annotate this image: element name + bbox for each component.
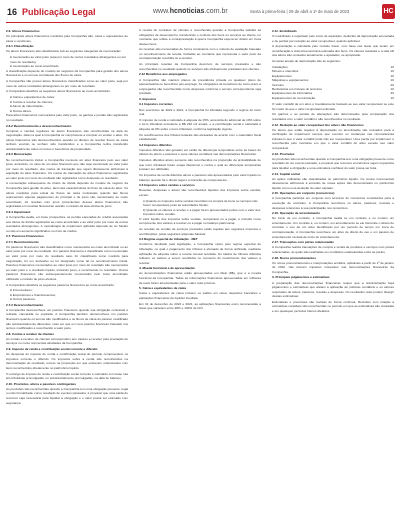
page-header: [0, 0, 400, 24]
table-cell-label: Instalações: [272, 64, 288, 69]
table-cell-value: 10: [390, 69, 394, 74]
paragraph: A Companhia classifica os seguintes passivos financeiros ao custo amortizado:: [6, 282, 115, 287]
paragraph: Os ganhos e as perdas de alienações são determinados pela comparação dos resultados com o valor contábil e são reconhecidos no resultado.: [272, 112, 394, 121]
table-cell-label: Equipamentos de comunicação: [272, 95, 316, 100]
section-heading: 3.4 Regime especial de tributação - RET: [139, 237, 198, 242]
paragraph: Os ativos financeiros são classificados sob as seguintes categorias de mensuração:: [6, 49, 122, 54]
section-heading: 2.6.1 Classificação: [6, 44, 34, 49]
list-item: ● mensurados ao valor justo (seja por meio de outros resultados abrangentes ou por meio do resultado),: [10, 55, 127, 64]
paragraph: O imposto de renda é calculado à alíquota de 15%, acrescida do adicional de 10% sobre o lucro tributável excedente a R$ 240 mil anuais, e a contribuição social é calculada à alíquota de 9% sobre o lucro tributável, conforme legislação vigente.: [139, 117, 261, 131]
section-heading: 3. Impostos: [139, 96, 157, 101]
list-item: ● mensurados ao custo amortizado.: [10, 64, 60, 69]
text-column-middle: [139, 28, 261, 522]
table-cell-label: Veículos: [272, 82, 284, 87]
paragraph: Em 31 de dezembro de 2022 e 2021, as aplicações financeiras eram remuneradas a taxas que variavam entre 90% e 102% do CDI.: [139, 301, 261, 311]
paragraph: A receita de contratos de clientes é reconhecida quando a Companhia satisfaz as obrigações de desempenho, transferindo o controle dos bens ou serviços ao cliente, no montante que reflete a contraprestação à qual a Companhia espera ter direito em troca desses bens.: [139, 28, 261, 46]
section-heading: 2.12 Benefícios aos empregados: [139, 72, 187, 77]
table-cell-value: 20: [390, 91, 394, 96]
paragraph: Os recolhimentos dos tributos federais são efetuados de acordo com o calendário fiscal estabelecido.: [139, 132, 261, 142]
section-heading: 2.9. Imposto de renda e contribuição social corrente e diferido: [6, 347, 98, 352]
table-cell-value: 10: [390, 64, 394, 69]
section-heading: 2.6.2 Reconhecimento e desreconhecimento: [6, 123, 72, 128]
paragraph: Os impostos de renda diferidos ativos e passivos são apresentados pelo valor líquido no balanço quando há o direito legal e a intenção de compensá-los.: [139, 173, 261, 182]
paragraph: O encargo de imposto de renda e contribuição social corrente é calculado com base nas leis tributárias promulgadas, ou substancialmente promulgadas, na data do balanço.: [6, 371, 128, 381]
section-heading: 3.1 Impostos correntes: [139, 102, 173, 107]
section-heading: 2.10. Provisões, ativos e passivos contingentes: [6, 381, 76, 386]
depreciation-rate-table: [272, 65, 394, 100]
table-cell-value: 10: [390, 78, 394, 83]
section-heading: 2.16. Operação de arrendamento: [272, 211, 320, 216]
table-cell-label: Móveis e utensílios: [272, 69, 299, 74]
table-cell-label: Máquinas e equipamentos: [272, 78, 309, 83]
section-heading: 2.7.2 Desreconhecimento: [6, 302, 44, 307]
paragraph: A Companhia não mantém planos de previdência privada ou qualquer plano de aposentadoria ou benefícios pós-emprego. As obrigações de benefícios de curto prazo a empregados são reconhecidas como despesas conforme o serviço correspondente seja prestado.: [139, 77, 261, 96]
paragraph: A mensuração subsequente de títulos de dívida depende do modelo de negócio da Companhia para gestão do ativo, além das características do fluxo de caixa do ativo. Os ativos mantidos para coleta de fluxos de caixa contratuais quando tais fluxos representam apenas pagamentos do principal e de juros são mensurados ao custo amortizado. As receitas com juros provenientes desses ativos financeiros são registradas em receitas financeiras usando o método da taxa efetiva de juros.: [6, 181, 128, 209]
paragraph: Impostos diferidos são gerados em razão de diferenças temporárias entre as bases de cálculo de ativos e passivos e seus valores contábeis nas demonstrações financeiras.: [139, 147, 261, 157]
paragraph: Nos exercícios de 2022 e 2021, a Companhia foi tributada segundo o regime do lucro real.: [139, 107, 261, 117]
section-heading: 2.15. Operações em conjunto (consórcios): [272, 191, 335, 196]
paragraph: A Companhia avalia, em base prospectiva, as perdas esperadas de crédito associadas aos títulos de dívida registrados ao custo amortizado e ao valor justo por meio de outros resultados abrangentes. A metodologia de impairment aplicada depende de ter havido ou não um aumento significativo no risco de crédito.: [6, 214, 128, 233]
table-row: [272, 96, 394, 100]
section-heading: 3.2 Impostos diferidos: [139, 142, 172, 147]
paragraph: As receitas de vendas de serviços prestados estão sujeitas aos seguintes impostos e contribuições, pelas seguintes alíquotas básicas:: [139, 227, 261, 236]
paragraph: As taxas anuais de depreciação são as seguintes:: [272, 59, 341, 64]
table-cell-value: 10: [390, 86, 394, 91]
paragraph: As receitas são mensuradas de forma consistente com o método de avaliação baseado no reconhecimento da receita, limitadas ao montante que representa o valor justo da contraprestação recebida ou a receber.: [139, 47, 261, 61]
list-item: ● Caixa e equivalentes de caixa;: [10, 95, 55, 100]
paragraph: A Companhia classifica os seguintes ativos financeiros ao custo amortizado:: [6, 89, 111, 94]
paragraph: A Companhia realiza transações de compra e venda de produtos e serviços com partes relacionadas, as quais são realizadas em condições estabelecidas entre as partes.: [272, 245, 394, 254]
paragraph: Impostos diferidos ativos somente são reconhecidos na proporção da probabilidade de que lucro tributável futuro esteja disponível e contra o qual as diferenças temporárias possam ser utilizadas.: [139, 158, 261, 172]
section-heading: 2.18. Novos pronunciamentos: [272, 255, 317, 260]
section-heading: 2.6.4 Impairment: [6, 209, 31, 214]
paragraph: Para ativos financeiros mensurados pelo valor justo, os ganhos e perdas são registrados no resultado.: [6, 113, 128, 122]
paragraph: A Companhia desreconhece um passivo financeiro quando sua obrigação contratual é retirada, cancelada ou expirada. A Companhia também desreconhece um passivo financeiro quando os termos são modificados e os fluxos de caixa do passivo modificado são substancialmente diferentes, caso em que um novo passivo financeiro baseado nos termos modificados é reconhecido a valor justo.: [6, 307, 128, 331]
section-heading: 2.11. Imobilizado: [272, 29, 297, 33]
paragraph: A classificação depende do modelo de negócios da Companhia para gestão dos ativos financeiros e os termos contratuais dos fluxos de caixa.: [6, 68, 128, 78]
table-cell-label: Equipamentos: [272, 73, 292, 78]
list-item: ● Outros ativos.: [10, 108, 32, 113]
list-item: ● Fornecedores;: [10, 288, 33, 293]
paragraph: A depreciação é calculada pelo método linear, com base nas taxas que levam em consideração a vida útil-econômica estimada dos bens. Os valores residuais e a vida útil dos ativos são revisados anualmente e ajustados, se apropriado.: [272, 44, 394, 58]
list-item: ii) Quando os valores a receber e a pagar forem apresentados juntos com o valor dos impostos sobre vendas.: [143, 207, 261, 217]
section-heading: 2.6.3 Mensuração: [6, 152, 32, 157]
paragraph: Os passivos financeiros são classificados como mensurados ao custo amortizado ou ao valor justo por meio do resultado. Um passivo financeiro é classificado como mensurado ao valor justo por meio do resultado caso for classificado como mantido para negociação, for um derivativo ou for designado como tal no reconhecimento inicial. Passivos financeiros mensurados ao valor justo por meio do resultado são mensurados ao valor justo e o resultado líquido, incluindo juros, é reconhecido no resultado. Outros passivos financeiros são subsequentemente mensurados pelo custo amortizado utilizando o método de juros efetivos.: [6, 244, 128, 281]
list-item: ● Outros passivos.: [10, 297, 36, 302]
paragraph: No reconhecimento inicial, a Companhia mensura um ativo financeiro pelo seu valor justo, acrescido, no caso de um ativo financeiro que não seja mensurado ao valor justo por meio do resultado, dos custos de transação que sejam diretamente atribuíveis à aquisição do ativo financeiro. Os custos de transação de ativos financeiros registrados ao valor justo por meio do resultado são registrados como despesas no resultado.: [6, 157, 128, 180]
site-url[interactable]: www.hcnoticias.com.br: [153, 8, 228, 15]
section-heading: 2.17. Transações com partes relacionadas: [272, 240, 334, 245]
section-heading: 3.3 Impostos sobre vendas e serviços: [139, 183, 195, 188]
list-item: i) Quando os impostos sobre vendas incorridos na compra de bens ou serviços não forem recuperáveis junto às autoridades fiscais;: [143, 198, 258, 208]
section-heading: 2.7.1 Reconhecimento: [6, 239, 39, 244]
paragraph: As demonstrações financeiras estão apresentadas em Real (R$), que é a moeda funcional da Companhia. Todas as informações financeiras apresentadas em milhares de reais foram arredondadas para o valor mais próximo.: [139, 271, 261, 285]
section-heading: 5. Caixa e equivalentes de caixa: [139, 286, 186, 291]
section-heading: 2.6. Ativos Financeiros: [6, 29, 40, 33]
section-heading: 4. Moeda funcional e de apresentação: [139, 266, 195, 271]
paragraph: As contas a receber de clientes correspondem aos valores a receber pela prestação de serviços no curso normal das atividades da Companhia.: [6, 336, 128, 346]
paragraph: Compras e vendas regulares de ativos financeiros são reconhecidas na data de negociação, data na qual a Companhia se compromete a comprar ou vender o ativo. Os ativos financeiros são desreconhecidos quando os direitos de receber fluxos de caixa tenham vencido ou tenham sido transferidos e a Companhia tenha transferido substancialmente todos os riscos e benefícios da propriedade.: [6, 128, 128, 151]
section-heading: 2.13. Provisões: [272, 151, 295, 156]
paragraph: As principais receitas da Companhia decorrem de serviços prestados e são reconhecidas no resultado quando os serviços são efetivamente prestados aos clientes.: [139, 62, 261, 71]
paragraph: Os novos pronunciamentos e interpretações emitidos, aplicáveis a partir de 1º de janeiro de 2022, não tiveram impactos relevantes nas demonstrações financeiras da Companhia.: [272, 260, 394, 274]
list-item: ● Empréstimos e financiamentos;: [10, 292, 56, 297]
paragraph: O valor contábil de um ativo é imediatamente baixado ao seu valor recuperável se este for maior do que o valor recuperável estimado.: [272, 102, 394, 111]
paragraph: As despesas de imposto de renda e contribuição social do período compreendem os impostos corrente e diferido. Os impostos sobre a renda são reconhecidos na demonstração do resultado, exceto na proporção em que estiverem relacionados com itens reconhecidos diretamente no patrimônio líquido.: [6, 352, 128, 370]
paragraph: Estimativas e premissas são revistas de forma contínua. Revisões com relação a estimativas contábeis são reconhecidas no período em que as estimativas são revisadas e em quaisquer períodos futuros afetados.: [272, 299, 394, 313]
section-heading: 2.8. Contas a receber de clientes: [6, 331, 54, 336]
list-item: ● Ativos de indenização;: [10, 104, 44, 109]
paragraph: O imobilizado é registrado pelo custo de aquisição, deduzido da depreciação acumulada e de perdas por redução ao valor recuperável, quando aplicável.: [272, 34, 394, 43]
table-cell-value: 20: [390, 82, 394, 87]
table-cell-value: 10: [390, 95, 394, 100]
paragraph: A preparação das demonstrações financeiras requer que a Administração faça julgamentos e estimativas que afetam a aplicação de políticas contábeis e os valores reportados de ativos, passivos, receitas e despesas. Os resultados reais podem divergir dessas estimativas.: [272, 280, 394, 299]
paragraph: As provisões são reconhecidas quando a Companhia tem uma obrigação presente como resultado de um evento passado, é provável que recursos econômicos sejam requeridos para liquidar a obrigação e uma estimativa confiável do valor possa ser feita.: [272, 156, 394, 170]
paragraph: Caixa e equivalentes de caixa incluem os saldos em caixa, depósitos bancários e aplicações financeiras de liquidez imediata.: [139, 291, 261, 300]
table-cell-label: Benfeitorias em imóveis de terceiros: [272, 86, 322, 91]
publication-brand: Publicação Legal: [22, 7, 96, 17]
text-column-left: [6, 28, 128, 522]
table-cell-label: Equipamentos de informática: [272, 91, 313, 96]
list-item: ● Contas a receber de clientes;: [10, 99, 53, 104]
header-divider: [6, 22, 394, 23]
page-number: 16: [7, 7, 18, 17]
paragraph: As provisões são reconhecidas quando a Companhia tem uma obrigação presente, legal ou não formalizada, como resultado de eventos passados; é provável que uma saída de recursos seja necessária para liquidar a obrigação e o valor possa ser estimado com segurança.: [6, 386, 128, 405]
section-heading: 2.12. Redução ao valor recuperável dos ativos não financeiros: [272, 122, 364, 127]
section-heading: 2.14. Capital social: [272, 171, 300, 176]
table-cell-value: 10: [390, 73, 394, 78]
section-heading: 2.7. Passivos Financeiros: [6, 234, 44, 239]
issue-date: Sexta à prima-feira | 29 de abril a 1º de maio de 2023: [250, 9, 350, 14]
section-heading: 3. Principais julgamentos e estimativas: [272, 275, 330, 280]
paragraph: A Companhia participa em conjunto com terceiros de consórcios constituídos para a execução de contratos. A Companhia reconhece os ativos, passivos, receitas e despesas referentes à sua participação nos consórcios.: [272, 196, 394, 210]
text-column-right: [272, 28, 394, 522]
paragraph: As ações ordinárias são classificadas no patrimônio líquido. Os custos incrementais diretamente atribuíveis à emissão de novas ações são demonstrados no patrimônio líquido como uma dedução do valor captado.: [272, 176, 394, 190]
hc-logo-icon: HC: [382, 4, 395, 19]
paragraph: Conforme facultado pela legislação, a Companhia optou pelo regime especial de tributação, no qual o pagamento dos tributos é efetuado de forma unificada, mediante aplicação de alíquota sobre a receita mensal recebida. Os saldos de tributos diferidos refletem os valores a serem recolhidos no momento do recebimento dos valores a receber.: [139, 242, 261, 265]
paragraph: O valor líquido dos impostos sobre vendas, recuperável ou a pagar, é incluído como componente dos valores a receber ou a pagar no balanço patrimonial.: [139, 216, 261, 226]
paragraph: Os principais ativos financeiros mantidos pela Companhia são: caixa e equivalentes de caixa e recebíveis.: [6, 34, 128, 43]
paragraph: A Companhia não possui ativos financeiros classificados como ao valor justo, seja por meio de outros resultados abrangentes ou por meio do resultado.: [6, 79, 128, 88]
paragraph: Os ativos que estão sujeitos à depreciação ou amortização são revisados para a verificação de impairment sempre que eventos ou mudanças nas circunstâncias indicarem que o valor contábil pode não ser recuperável. Uma perda por impairment é reconhecida pelo montante em que o valor contábil do ativo excede seu valor recuperável.: [272, 127, 394, 150]
paragraph: No início de um contrato, a Companhia avalia se um contrato é ou contém um arrendamento. Um contrato é, ou contém, um arrendamento se ele transmite o direito de controlar o uso de um ativo identificado por um período de tempo em troca de contraprestação. A Companhia reconhece um ativo de direito de uso e um passivo de arrendamento na data de início do arrendamento.: [272, 216, 394, 239]
paragraph: Receitas, despesas e ativos são reconhecidos líquidos dos impostos sobre vendas, exceto:: [139, 188, 261, 197]
